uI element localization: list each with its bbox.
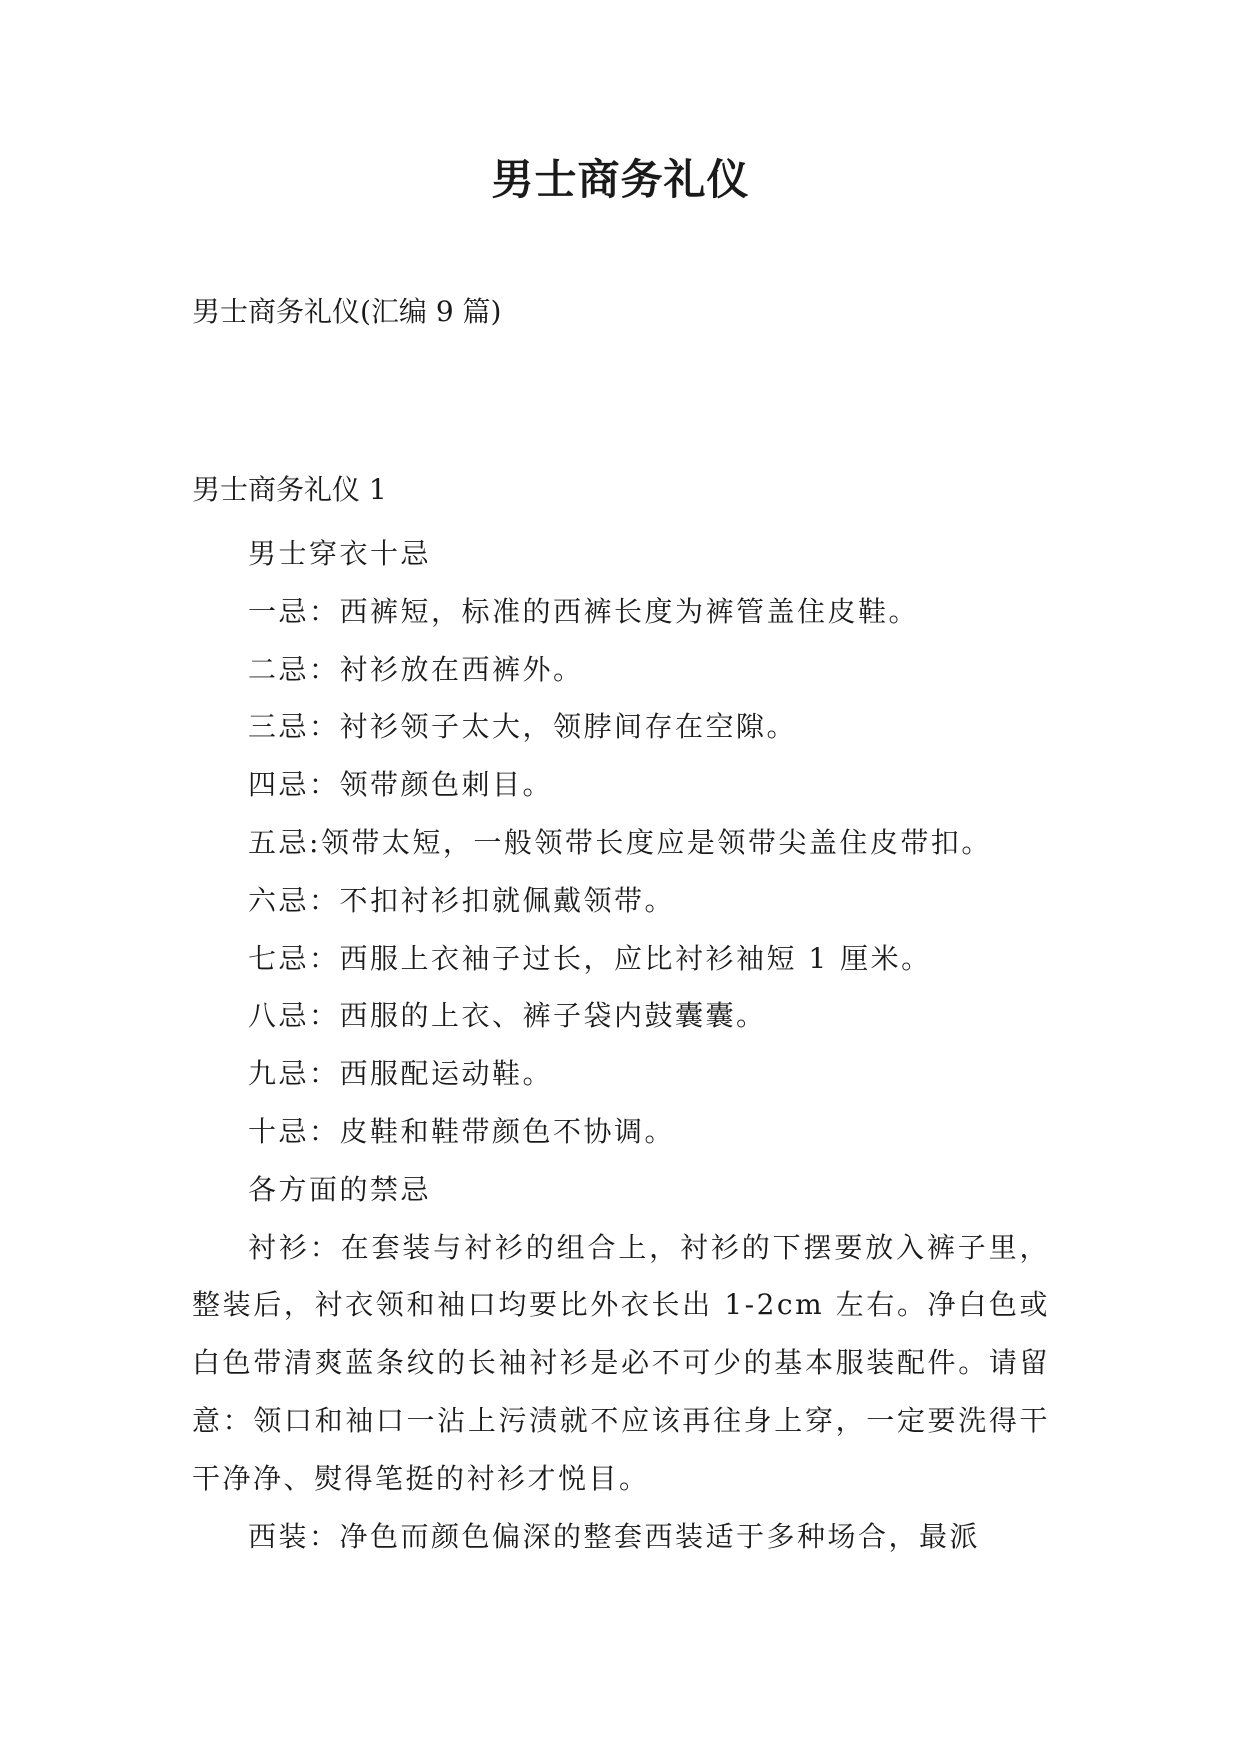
- paragraph: 衬衫：在套装与衬衫的组合上，衬衫的下摆要放入裤子里，整装后，衬衣领和袖口均要比外衣长出 1-2cm 左右。净白色或白色带清爽蓝条纹的长袖衬衫是必不可少的基本服装配件。请留意：领口和袖口一沾上污渍就不应该再往身上穿，一定要洗得干干净净、熨得笔挺的衬衫才悦目。: [192, 1230, 1050, 1495]
- paragraph: 西装：净色而颜色偏深的整套西装适于多种场合，最派: [248, 1519, 981, 1553]
- paragraph: 十忌：皮鞋和鞋带颜色不协调。: [248, 1114, 676, 1148]
- paragraph: 五忌:领带太短，一般领带长度应是领带尖盖住皮带扣。: [248, 825, 992, 859]
- paragraph: 一忌：西裤短，标准的西裤长度为裤管盖住皮鞋。: [248, 594, 920, 628]
- paragraph: 男士穿衣十忌: [248, 537, 432, 570]
- paragraph: 六忌：不扣衬衫扣就佩戴领带。: [248, 883, 676, 917]
- section-heading: 男士商务礼仪 1: [192, 473, 387, 506]
- paragraph: 各方面的禁忌: [248, 1172, 432, 1206]
- document-subtitle: 男士商务礼仪(汇编 9 篇): [192, 295, 502, 328]
- paragraph: 四忌：领带颜色刺目。: [248, 768, 554, 802]
- paragraph: 二忌：衬衫放在西裤外。: [248, 652, 584, 686]
- paragraph: 九忌：西服配运动鞋。: [248, 1057, 554, 1091]
- paragraph: 七忌：西服上衣袖子过长，应比衬衫袖短 1 厘米。: [248, 941, 932, 975]
- paragraph: 三忌：衬衫领子太大，领脖间存在空隙。: [248, 710, 798, 744]
- document-body: [192, 525, 1050, 1565]
- paragraph: 八忌：西服的上衣、裤子袋内鼓囊囊。: [248, 999, 767, 1033]
- document-title: 男士商务礼仪: [491, 155, 750, 204]
